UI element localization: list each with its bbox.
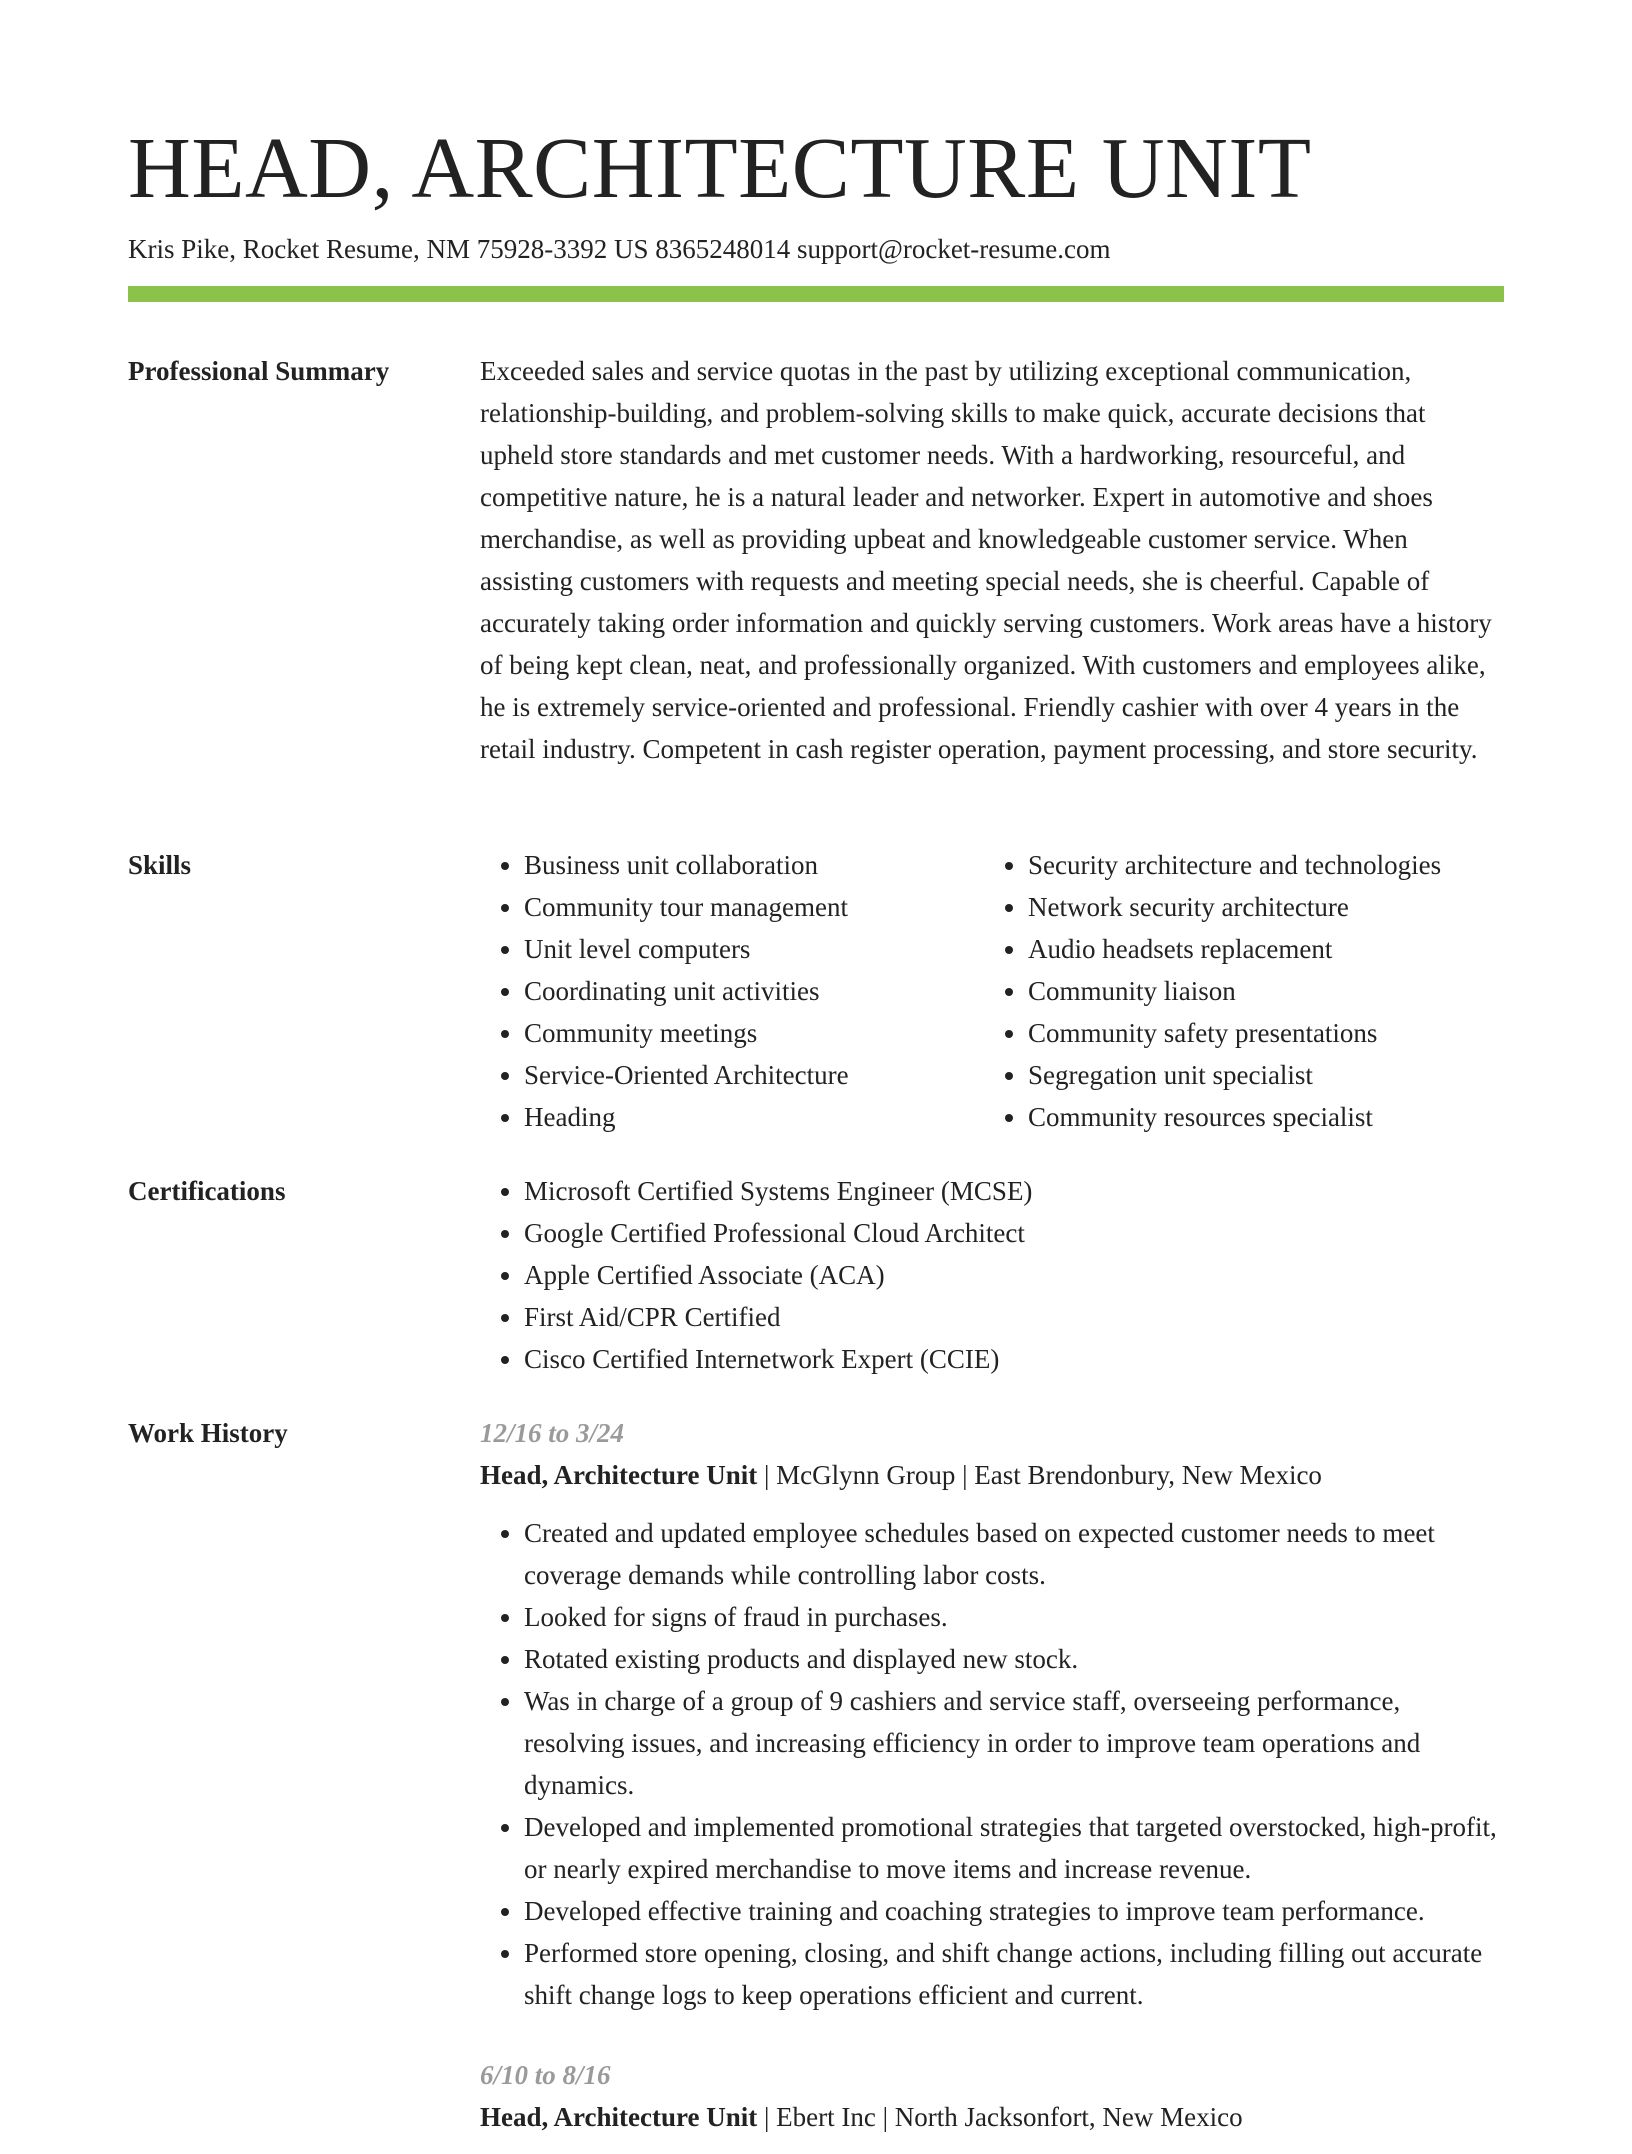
contact-line: Kris Pike, Rocket Resume, NM 75928-3392 US 8365248014 support@rocket-resume.com xyxy=(128,234,1111,264)
certifications-list xyxy=(480,1170,1504,1380)
job-heading xyxy=(480,1454,1504,1496)
certification-item: • First Aid/CPR Certified xyxy=(524,1296,1504,1338)
skill-item: • Community liaison xyxy=(1028,970,1548,1012)
job-bullet: • Developed effective training and coaching strategies to improve team performance. xyxy=(524,1890,1504,1932)
job-entry xyxy=(480,1412,1504,2016)
skill-item: • Heading xyxy=(524,1096,984,1138)
skill-item: • Community meetings xyxy=(524,1012,984,1054)
skill-item: • Community safety presentations xyxy=(1028,1012,1548,1054)
summary-text: Exceeded sales and service quotas in the past by utilizing exceptional communication, relationship-building, and problem-solving skills to make quick, accurate decisions that upheld store standards and met customer needs. With a hardworking, resourceful, and competitive nature, he is a natural leader and networker. Expert in automotive and shoes merchandise, as well as providing upbeat and knowledgeable customer service. When assisting customers with requests and meeting special needs, she is cheerful. Capable of accurately taking order information and quickly serving customers. Work areas have a history of being kept clean, neat, and professionally organized. With customers and employees alike, he is extremely service-oriented and professional. Friendly cashier with over 4 years in the retail industry. Competent in cash register operation, payment processing, and store security. xyxy=(480,356,1492,764)
job-title: Head, Architecture Unit xyxy=(480,1460,758,1490)
skills-list-left xyxy=(480,844,984,1138)
job-heading xyxy=(480,2096,1504,2138)
job-details: | Ebert Inc | North Jacksonfort, New Mexico xyxy=(757,2102,1243,2132)
resume-title: HEAD, ARCHITECTURE UNIT xyxy=(128,119,1312,216)
skills-label: Skills xyxy=(128,850,192,880)
certification-item: • Cisco Certified Internetwork Expert (CCIE) xyxy=(524,1338,1504,1380)
certifications-label: Certifications xyxy=(128,1176,286,1206)
skill-item: • Business unit collaboration xyxy=(524,844,984,886)
job-dates: 12/16 to 3/24 xyxy=(480,1418,625,1448)
skill-item: • Security architecture and technologies xyxy=(1028,844,1548,886)
job-title: Head, Architecture Unit xyxy=(480,2102,758,2132)
job-bullet: • Created and updated employee schedules based on expected customer needs to meet coverage demands while controlling labor costs. xyxy=(524,1512,1504,1596)
summary-label: Professional Summary xyxy=(128,356,390,386)
skill-item: • Network security architecture xyxy=(1028,886,1548,928)
skill-item: • Audio headsets replacement xyxy=(1028,928,1548,970)
job-entry xyxy=(480,2054,1504,2138)
certification-item: • Apple Certified Associate (ACA) xyxy=(524,1254,1504,1296)
skill-item: • Service-Oriented Architecture xyxy=(524,1054,984,1096)
skill-item: • Unit level computers xyxy=(524,928,984,970)
skills-list-right xyxy=(984,844,1548,1138)
skill-item: • Segregation unit specialist xyxy=(1028,1054,1548,1096)
job-bullet: • Was in charge of a group of 9 cashiers and service staff, overseeing performance, resolving issues, and increasing efficiency in order to improve team operations and dynamics. xyxy=(524,1680,1504,1806)
header-divider xyxy=(128,286,1504,302)
work-history-label: Work History xyxy=(128,1418,288,1448)
skill-item: • Coordinating unit activities xyxy=(524,970,984,1012)
skill-item: • Community resources specialist xyxy=(1028,1096,1548,1138)
skill-item: • Community tour management xyxy=(524,886,984,928)
job-bullets xyxy=(480,1512,1504,2016)
job-bullet: • Rotated existing products and displayed new stock. xyxy=(524,1638,1504,1680)
job-bullet: • Developed and implemented promotional strategies that targeted overstocked, high-profit, or nearly expired merchandise to move items and increase revenue. xyxy=(524,1806,1504,1890)
job-details: | McGlynn Group | East Brendonbury, New Mexico xyxy=(757,1460,1322,1490)
certification-item: • Microsoft Certified Systems Engineer (MCSE) xyxy=(524,1170,1504,1212)
job-bullet: • Performed store opening, closing, and shift change actions, including filling out accurate shift change logs to keep operations efficient and current. xyxy=(524,1932,1504,2016)
certification-item: • Google Certified Professional Cloud Architect xyxy=(524,1212,1504,1254)
job-dates: 6/10 to 8/16 xyxy=(480,2060,611,2090)
job-bullet: • Looked for signs of fraud in purchases. xyxy=(524,1596,1504,1638)
